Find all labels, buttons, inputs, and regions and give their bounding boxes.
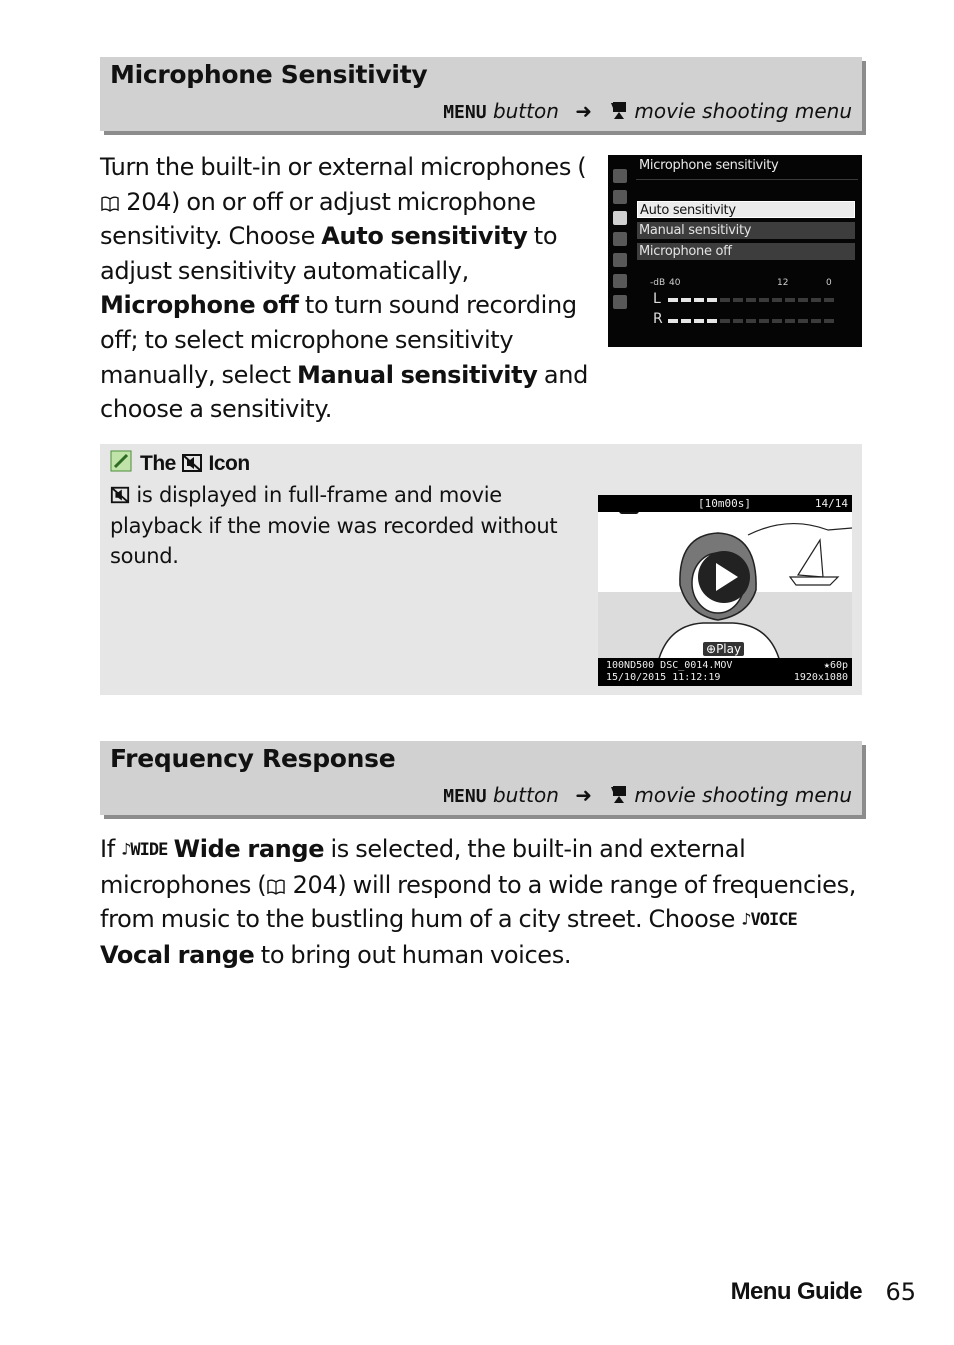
book-reference-icon	[266, 878, 286, 896]
movie-camera-icon	[608, 100, 630, 120]
section-header-frequency-response	[100, 741, 862, 815]
tip-heading: The Icon	[110, 450, 250, 476]
scale-12: 12	[777, 278, 789, 288]
intro-paragraph: Turn the built-in or external microphones ( 204) on or off or adjust microphone sensitivity. Choose Auto sensitivity to adjust sensitivity automatically, Microphone off to turn sound recording off; to select microphone sensitivity manually, select Manual sensitivity and choose a sensitivity.	[100, 153, 588, 424]
footer-section-label: Menu Guide	[730, 1278, 862, 1305]
arrow-icon: ➜	[575, 99, 593, 123]
menu-path-button: button	[492, 783, 559, 807]
photo-tab-icon	[613, 190, 627, 204]
book-reference-icon	[100, 195, 120, 213]
playback-top-bar	[598, 495, 852, 512]
scale-unit: -dB	[650, 278, 666, 288]
lcd-item-auto-sensitivity[interactable]: Auto sensitivity	[637, 201, 855, 218]
no-audio-icon	[110, 485, 130, 505]
manual-sensitivity-term: Manual sensitivity	[297, 360, 538, 389]
lcd-menu-title: Microphone sensitivity	[639, 158, 779, 173]
setup-tab-icon	[613, 253, 627, 267]
menu-path-button: button	[492, 99, 559, 123]
frequency-paragraph: If ♪WIDE Wide range is selected, the built-in and external microphones ( 204) will respond to a wide range of frequencies, from music to the bustling hum of a city street. Choose ♪VOICE Vocal range to bring out human voices.	[100, 835, 857, 969]
my-menu-tab-icon	[613, 295, 627, 309]
wide-range-term: Wide range	[173, 835, 325, 863]
microphone-sensitivity-menu-screenshot	[608, 155, 862, 347]
playback-tab-icon	[613, 169, 627, 183]
menu-path-menu: movie shooting menu	[634, 783, 852, 807]
right-channel-label: R	[653, 311, 663, 327]
vocal-range-term: Vocal range	[100, 940, 255, 969]
play-prompt[interactable]: ⊕Play	[703, 642, 744, 656]
menu-button-label: MENU	[443, 102, 487, 123]
movie-tab-icon	[613, 211, 627, 225]
section-title: Frequency Response	[110, 744, 396, 773]
lcd-item-microphone-off[interactable]: Microphone off	[637, 243, 855, 260]
tip-body: is displayed in full-frame and movie playback if the movie was recorded without sound.	[110, 483, 558, 568]
retouch-tab-icon	[613, 274, 627, 288]
menu-path-menu: movie shooting menu	[634, 99, 852, 123]
pencil-note-icon	[110, 450, 132, 472]
no-audio-icon	[181, 453, 203, 473]
frame-rate: ★60p	[823, 660, 848, 671]
menu-path	[443, 783, 852, 807]
microphone-off-term: Microphone off	[100, 291, 299, 320]
movie-playback-screenshot	[598, 495, 852, 686]
page-reference[interactable]: 204	[292, 870, 338, 899]
frame-count: 14/14	[814, 497, 848, 510]
date-time: 15/10/2015 11:12:19	[606, 672, 721, 683]
section-title: Microphone Sensitivity	[110, 60, 428, 89]
scale-40: 40	[669, 278, 681, 288]
movie-length: [10m00s]	[698, 497, 751, 510]
movie-camera-icon	[608, 784, 630, 804]
left-channel-label: L	[653, 291, 661, 307]
auto-sensitivity-term: Auto sensitivity	[321, 222, 528, 251]
lcd-divider	[636, 179, 858, 180]
page-number: 65	[885, 1278, 916, 1306]
right-level-meter	[668, 319, 834, 323]
arrow-icon: ➜	[575, 783, 593, 807]
menu-button-label: MENU	[443, 786, 487, 807]
folder-file-name: 100ND500 DSC_0014.MOV	[606, 660, 733, 671]
frame-size: 1920x1080	[793, 672, 848, 683]
page-reference[interactable]: 204	[126, 187, 172, 216]
section-header-microphone-sensitivity	[100, 57, 862, 131]
custom-settings-tab-icon	[613, 232, 627, 246]
menu-path	[443, 99, 852, 123]
menu-tabs	[611, 163, 631, 316]
playback-info-bar	[598, 658, 852, 686]
wide-range-icon: ♪WIDE	[121, 840, 168, 860]
left-level-meter	[668, 298, 834, 302]
lcd-item-manual-sensitivity[interactable]: Manual sensitivity	[637, 222, 855, 239]
vocal-range-icon: ♪VOICE	[741, 910, 797, 931]
scale-0: 0	[826, 278, 832, 288]
